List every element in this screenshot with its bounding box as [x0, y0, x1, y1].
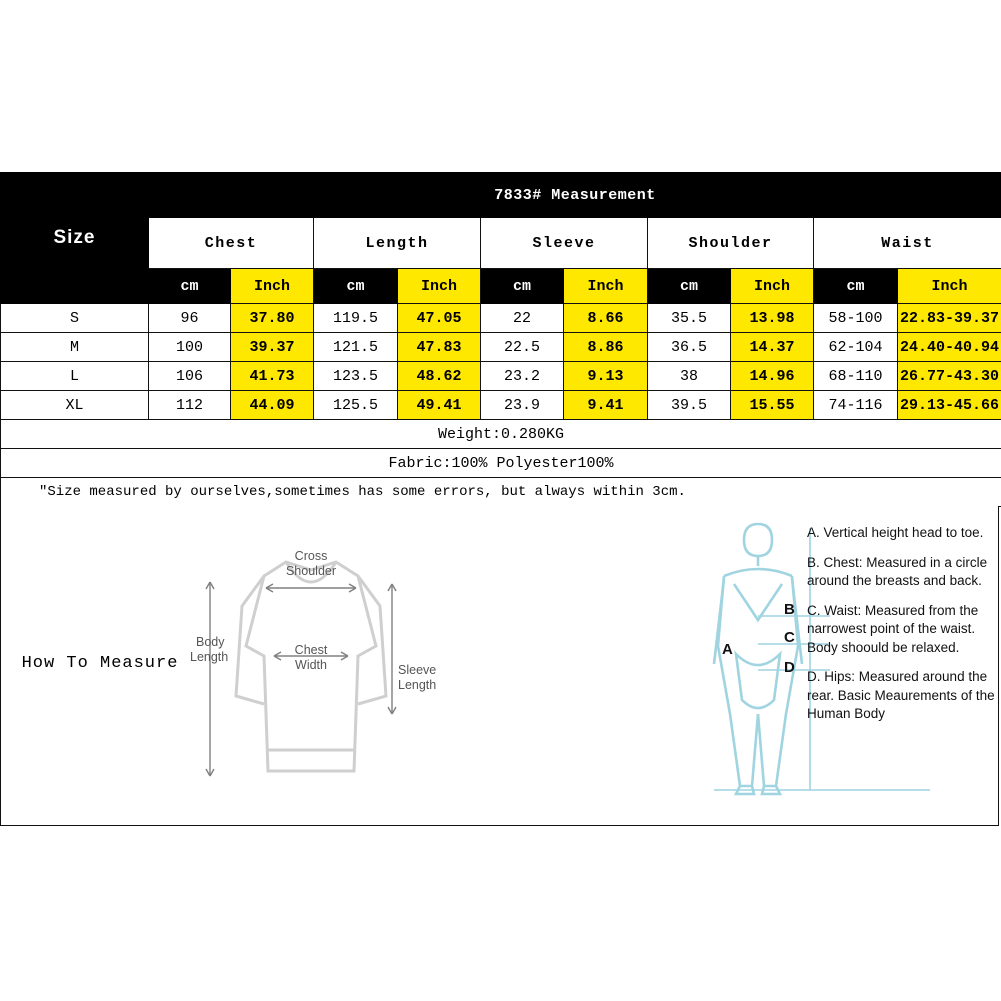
cell-chest-cm: 106: [149, 362, 231, 391]
row-size-label: L: [1, 362, 149, 391]
cell-sleeve-inch: 8.66: [564, 304, 648, 333]
body-marker-a: A: [722, 641, 733, 658]
size-chart-table: [0, 172, 1001, 507]
note-c: C. Waist: Measured from the narrowest point of the waist. Body shoould be relaxed.: [807, 602, 979, 655]
cell-shoulder-inch: 14.96: [731, 362, 814, 391]
cell-length-inch: 47.05: [398, 304, 481, 333]
cell-shoulder-cm: 39.5: [648, 391, 731, 420]
disclaimer-row: [1, 478, 1001, 507]
body-length-label-line1: Body: [196, 635, 225, 649]
cell-chest-inch: 44.09: [231, 391, 314, 420]
how-to-measure-panel: [0, 506, 999, 826]
group-header-shoulder: Shoulder: [648, 218, 814, 269]
size-header-cell: [1, 173, 149, 304]
cross-shoulder-label-line2: Shoulder: [285, 564, 337, 578]
measurement-title: 7833# Measurement: [149, 173, 1001, 218]
note-b: B. Chest: Measured in a circle around the breasts and back.: [807, 554, 988, 588]
unit-cm-waist: cm: [814, 269, 898, 304]
chest-width-label-line2: Width: [295, 658, 327, 672]
cell-chest-cm: 100: [149, 333, 231, 362]
row-size-label: XL: [1, 391, 149, 420]
cell-waist-inch: 22.83-39.37: [898, 304, 1001, 333]
note-d: D. Hips: Measured around the rear. Basic Meaurements of the Human Body: [807, 669, 995, 721]
body-marker-c: C: [784, 629, 795, 646]
note-a: A. Vertical height head to toe.: [807, 525, 984, 540]
measurement-notes: [807, 524, 997, 735]
table-row: [1, 391, 1001, 420]
cell-waist-cm: 62-104: [814, 333, 898, 362]
garment-measure-diagram: [186, 536, 436, 806]
group-header-row: [1, 218, 1001, 269]
size-chart-table-container: [0, 172, 1001, 507]
group-header-sleeve: Sleeve: [481, 218, 648, 269]
unit-cm-sleeve: cm: [481, 269, 564, 304]
cross-shoulder-label-line1: Cross: [294, 549, 328, 563]
cell-sleeve-cm: 22.5: [481, 333, 564, 362]
cell-waist-cm: 68-110: [814, 362, 898, 391]
table-row: [1, 362, 1001, 391]
unit-header-row: [1, 269, 1001, 304]
cell-waist-inch: 26.77-43.30: [898, 362, 1001, 391]
unit-inch-shoulder: Inch: [731, 269, 814, 304]
cell-length-inch: 48.62: [398, 362, 481, 391]
cell-waist-inch: 29.13-45.66: [898, 391, 1001, 420]
group-header-length: Length: [314, 218, 481, 269]
unit-cm-shoulder: cm: [648, 269, 731, 304]
cell-length-cm: 123.5: [314, 362, 398, 391]
cell-chest-cm: 96: [149, 304, 231, 333]
table-row: [1, 333, 1001, 362]
weight-row: [1, 420, 1001, 449]
group-header-waist: Waist: [814, 218, 1001, 269]
cell-waist-cm: 58-100: [814, 304, 898, 333]
cell-length-inch: 49.41: [398, 391, 481, 420]
cell-chest-inch: 37.80: [231, 304, 314, 333]
chest-width-label-line1: Chest: [294, 643, 328, 657]
disclaimer-text: ″Size measured by ourselves,sometimes has some errors, but always within 3cm.: [1, 478, 1001, 507]
cell-sleeve-cm: 23.2: [481, 362, 564, 391]
fabric-text: Fabric:100% Polyester100%: [1, 449, 1001, 478]
cell-length-cm: 125.5: [314, 391, 398, 420]
cell-shoulder-inch: 15.55: [731, 391, 814, 420]
cell-chest-cm: 112: [149, 391, 231, 420]
unit-inch-length: Inch: [398, 269, 481, 304]
sleeve-length-label-line1: Sleeve: [398, 663, 436, 677]
unit-inch-chest: Inch: [231, 269, 314, 304]
cell-length-cm: 119.5: [314, 304, 398, 333]
cell-sleeve-inch: 9.41: [564, 391, 648, 420]
weight-text: Weight:0.280KG: [1, 420, 1001, 449]
cell-shoulder-inch: 14.37: [731, 333, 814, 362]
cell-sleeve-cm: 23.9: [481, 391, 564, 420]
size-header-label: Size: [53, 227, 96, 248]
sleeve-length-label-line2: Length: [398, 678, 436, 692]
table-title-row: [1, 173, 1001, 218]
cell-waist-cm: 74-116: [814, 391, 898, 420]
cell-sleeve-cm: 22: [481, 304, 564, 333]
cell-length-cm: 121.5: [314, 333, 398, 362]
row-size-label: M: [1, 333, 149, 362]
unit-cm-chest: cm: [149, 269, 231, 304]
cell-chest-inch: 41.73: [231, 362, 314, 391]
fabric-row: [1, 449, 1001, 478]
group-header-chest: Chest: [149, 218, 314, 269]
body-marker-b: B: [784, 601, 795, 618]
cell-length-inch: 47.83: [398, 333, 481, 362]
cell-shoulder-cm: 38: [648, 362, 731, 391]
row-size-label: S: [1, 304, 149, 333]
cell-sleeve-inch: 9.13: [564, 362, 648, 391]
unit-cm-length: cm: [314, 269, 398, 304]
cell-shoulder-inch: 13.98: [731, 304, 814, 333]
how-to-measure-label: How To Measure: [21, 654, 179, 673]
cell-shoulder-cm: 35.5: [648, 304, 731, 333]
unit-inch-sleeve: Inch: [564, 269, 648, 304]
body-length-label-line2: Length: [190, 650, 229, 664]
table-row: [1, 304, 1001, 333]
unit-inch-waist: Inch: [898, 269, 1001, 304]
cell-waist-inch: 24.40-40.94: [898, 333, 1001, 362]
cell-sleeve-inch: 8.86: [564, 333, 648, 362]
cell-shoulder-cm: 36.5: [648, 333, 731, 362]
body-marker-d: D: [784, 659, 795, 676]
cell-chest-inch: 39.37: [231, 333, 314, 362]
